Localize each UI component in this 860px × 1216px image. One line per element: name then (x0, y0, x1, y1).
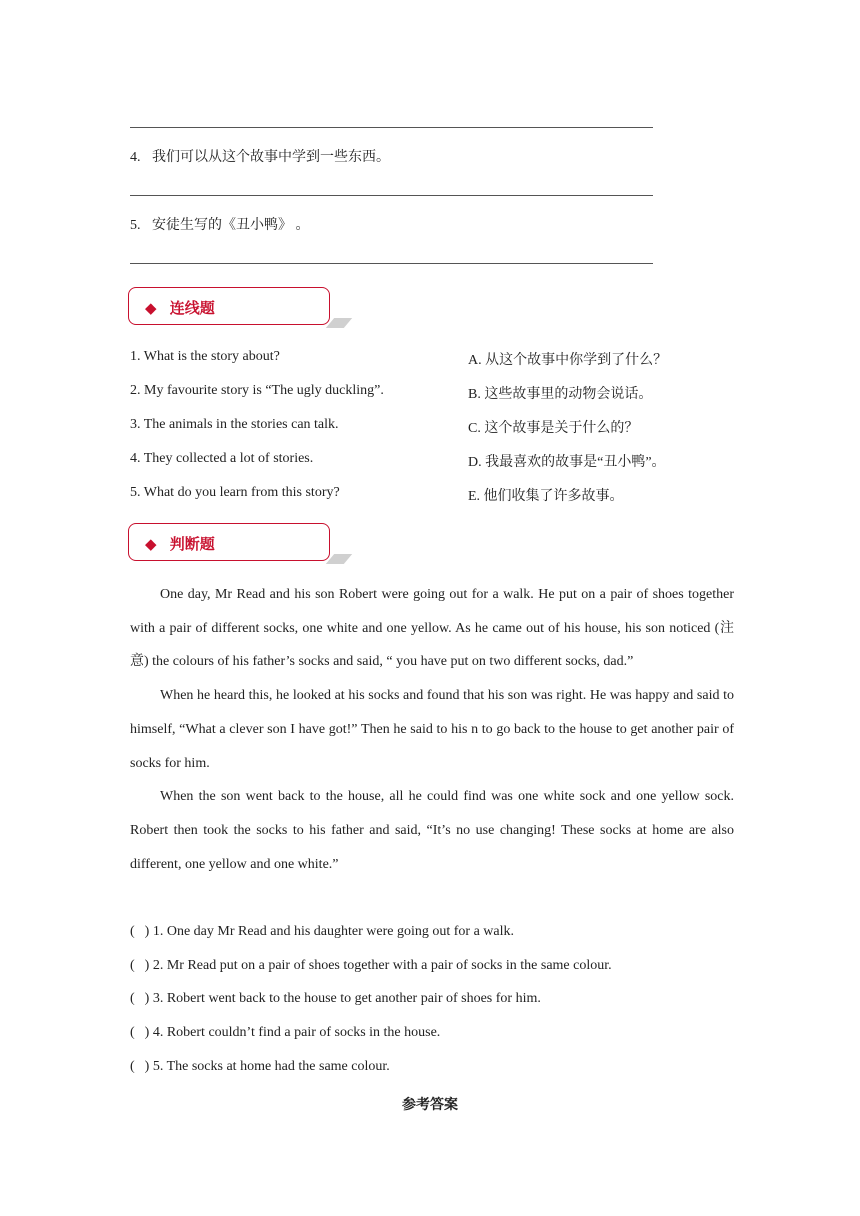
match-right-b: B. 这些故事里的动物会说话。 (468, 387, 653, 402)
paren-close: ) (144, 1025, 150, 1040)
heading-shadow (326, 554, 352, 564)
answer-line[interactable] (130, 195, 653, 196)
item-number: 4. (130, 150, 141, 165)
match-left-1: 1. What is the story about? (130, 349, 280, 364)
paren-open: ( (130, 1059, 135, 1074)
question-text: 3. Robert went back to the house to get another pair of shoes for him. (152, 991, 541, 1006)
tf-question-5[interactable] (130, 1059, 390, 1075)
reading-passage (130, 578, 734, 881)
passage-paragraph: When he heard this, he looked at his socks and found that his son was right. He was happy and said to himself, “What a clever son I have got!” Then he said to his n to go back to the house to get another pair of socks for him. (130, 688, 734, 771)
match-left-4: 4. They collected a lot of stories. (130, 451, 314, 466)
match-right-a: A. 从这个故事中你学到了什么？ (468, 353, 668, 368)
tf-question-1[interactable] (130, 924, 514, 940)
heading-label: ◆ 连线题 (145, 299, 215, 317)
match-right-e: E. 他们收集了许多故事。 (468, 489, 624, 504)
paren-open: ( (130, 924, 135, 939)
paren-close: ) (144, 924, 150, 939)
item-4 (130, 146, 390, 166)
answer-key-title: 参考答案 (402, 1097, 458, 1113)
match-left-3: 3. The animals in the stories can talk. (130, 417, 339, 432)
tf-question-4[interactable] (130, 1025, 440, 1041)
tf-question-3[interactable] (130, 991, 541, 1007)
match-right-c: C. 这个故事是关于什么的？ (468, 421, 639, 436)
item-5 (130, 214, 310, 234)
match-left-5: 5. What do you learn from this story? (130, 485, 340, 500)
question-text: 4. Robert couldn’t find a pair of socks in the house. (152, 1025, 441, 1040)
matching-heading (128, 287, 330, 325)
question-text: 2. Mr Read put on a pair of shoes together with a pair of socks in the same colour. (152, 958, 612, 973)
heading-shadow (326, 318, 352, 328)
passage-paragraph: One day, Mr Read and his son Robert were going out for a walk. He put on a pair of shoes together with a pair of different socks, one white and one yellow. As he came out of his house, his son noticed (注意) the colours of his father’s socks and said, “ you have put on two different socks, dad.” (130, 587, 734, 670)
tf-question-2[interactable] (130, 958, 612, 974)
match-left-2: 2. My favourite story is “The ugly duckling”. (130, 383, 384, 398)
paren-open: ( (130, 958, 135, 973)
diamond-icon: ◆ (145, 535, 157, 553)
match-right-d: D. 我最喜欢的故事是“丑小鸭”。 (468, 455, 666, 470)
item-number: 5. (130, 218, 141, 233)
question-text: 5. The socks at home had the same colour. (152, 1059, 390, 1074)
paren-open: ( (130, 991, 135, 1006)
paren-open: ( (130, 1025, 135, 1040)
paren-close: ) (144, 1059, 150, 1074)
diamond-icon: ◆ (145, 299, 157, 317)
item-text: 安徒生写的《丑小鸭》 。 (152, 218, 310, 233)
heading-label: ◆ 判断题 (145, 535, 215, 553)
answer-line[interactable] (130, 263, 653, 264)
question-text: 1. One day Mr Read and his daughter were going out for a walk. (152, 924, 515, 939)
judgement-heading (128, 523, 330, 561)
answer-line[interactable] (130, 127, 653, 128)
paren-close: ) (144, 991, 150, 1006)
paren-close: ) (144, 958, 150, 973)
item-text: 我们可以从这个故事中学到一些东西。 (152, 150, 390, 165)
passage-paragraph: When the son went back to the house, all he could find was one white sock and one yellow sock. Robert then took the socks to his father and said, “It’s no use changing! These socks at home are also different, one yellow and one white.” (130, 789, 734, 872)
